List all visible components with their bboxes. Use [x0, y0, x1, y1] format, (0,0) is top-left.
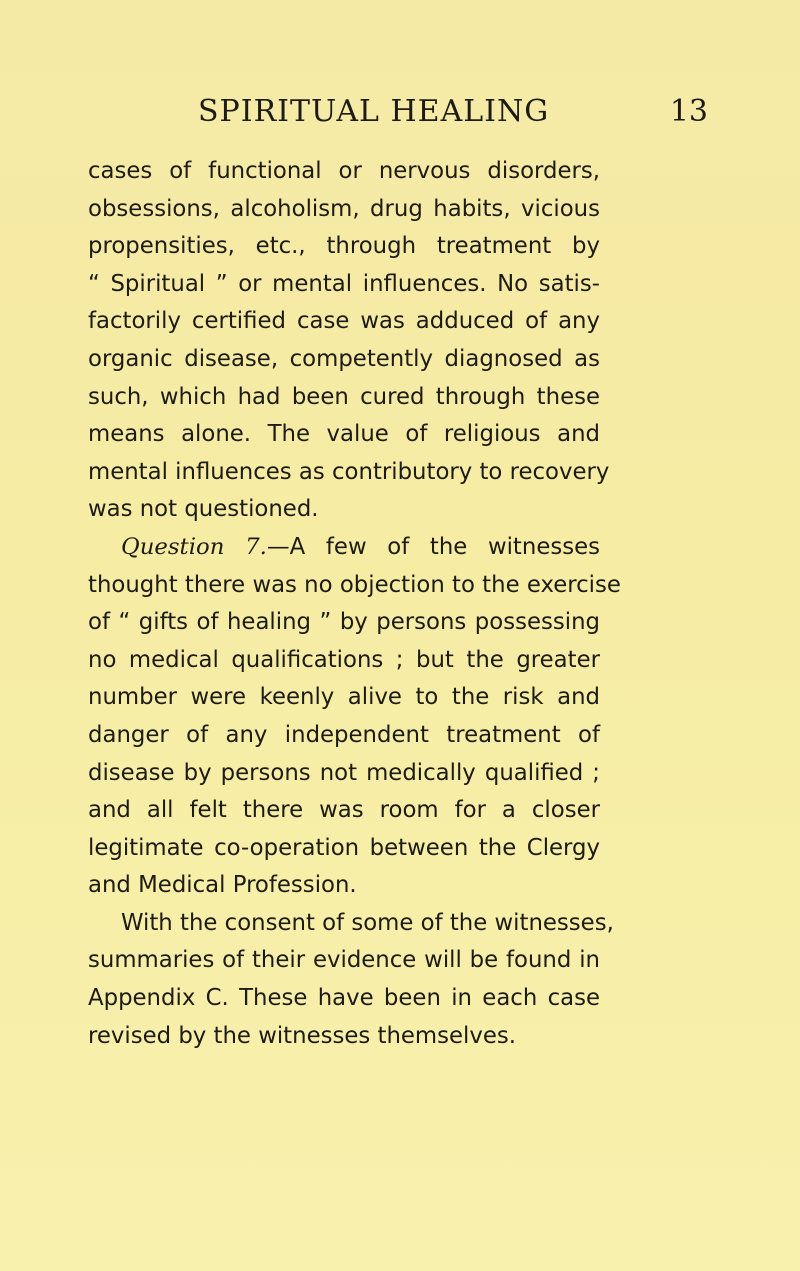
- text-line: summaries of their evidence will be found in: [88, 947, 600, 974]
- text-line: and Medical Profession.: [88, 872, 357, 899]
- question-line: [88, 529, 600, 567]
- text-line: means alone. The value of religious and: [88, 421, 600, 448]
- text-line: legitimate co-operation between the Clergy: [88, 834, 600, 861]
- text-line: propensities, etc., through treatment by: [88, 233, 600, 260]
- page-number: 13: [669, 94, 708, 129]
- text-line: obsessions, alcoholism, drug habits, vicious: [88, 195, 600, 222]
- text-line: “ Spiritual ” or mental influences. No satis-: [88, 270, 600, 297]
- text-line: revised by the witnesses themselves.: [88, 1022, 516, 1049]
- text-line: With the consent of some of the witnesses,: [121, 909, 614, 936]
- body-text: [88, 153, 621, 1055]
- text-line: thought there was no objection to the exercise: [88, 571, 621, 598]
- text-line: Appendix C. These have been in each case: [88, 985, 600, 1012]
- text-line: disease by persons not medically qualified ;: [88, 759, 600, 786]
- text-line: was not questioned.: [88, 496, 319, 523]
- question-label: Question 7.: [121, 533, 267, 560]
- text-line: such, which had been cured through these: [88, 383, 600, 410]
- running-title: SPIRITUAL HEALING: [198, 94, 550, 129]
- text-line: danger of any independent treatment of: [88, 721, 600, 748]
- text-line: factorily certified case was adduced of any: [88, 308, 600, 335]
- text-line: and all felt there was room for a closer: [88, 797, 600, 824]
- running-head: [88, 94, 708, 134]
- text-line: number were keenly alive to the risk and: [88, 684, 600, 711]
- text-line: cases of functional or nervous disorders,: [88, 158, 600, 184]
- text-line: mental influences as contributory to recovery: [88, 458, 610, 485]
- text-line: of “ gifts of healing ” by persons possessing: [88, 609, 600, 636]
- text-line: no medical qualifications ; but the greater: [88, 646, 600, 673]
- text-line: organic disease, competently diagnosed as: [88, 345, 600, 372]
- question-lead-text: —A few of the witnesses: [266, 533, 601, 560]
